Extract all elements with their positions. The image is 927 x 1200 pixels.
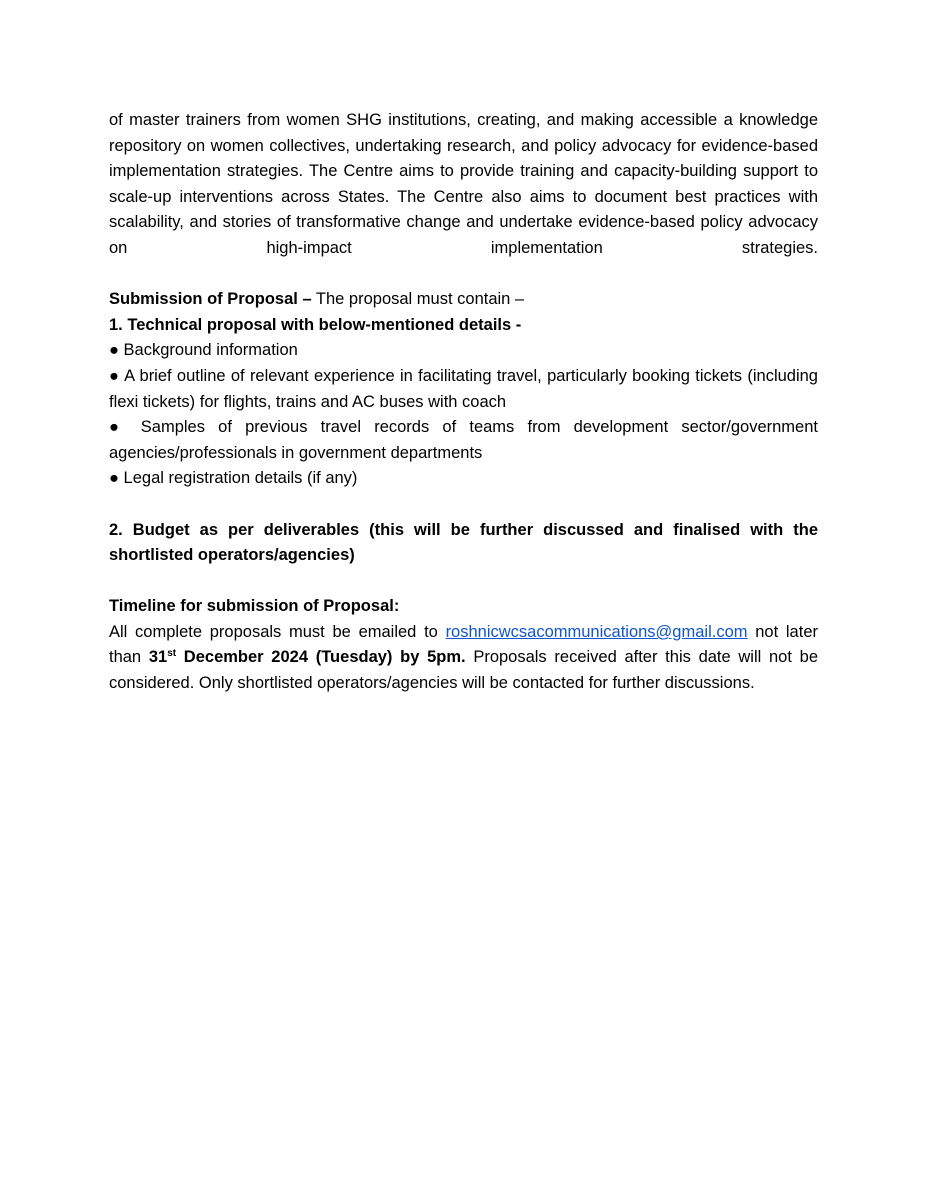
- spacer: [109, 569, 818, 595]
- bullet-relevant-experience: ● A brief outline of relevant experience in facilitating travel, particularly booking tickets (including flexi tickets) for flights, trains and AC buses with coach: [109, 366, 818, 411]
- spacer: [109, 492, 818, 518]
- submission-heading: Submission of Proposal –: [109, 290, 312, 309]
- timeline-text-before-email: All complete proposals must be emailed to: [109, 622, 446, 641]
- deadline: [149, 648, 466, 666]
- timeline-text-after-email: not later than: [109, 622, 818, 667]
- intro-paragraph: of master trainers from women SHG institutions, creating, and making accessible a knowledge repository on women collectives, undertaking research, and policy advocacy for evidence-based implementation strategies. The Centre aims to provide training and capacity-building support to scale-up interventions across States. The Centre also aims to document best practices with scalability, and stories of transformative change and undertake evidence-based policy advocacy on high-impact implementation strategies.: [109, 111, 818, 257]
- deadline-ordinal-suffix: st: [167, 648, 177, 660]
- submission-heading-suffix: The proposal must contain –: [311, 290, 525, 309]
- deadline-day: 31: [148, 648, 168, 667]
- budget-heading: 2. Budget as per deliverables (this will be further discussed and finalised with the shortlisted operators/agencies): [109, 520, 818, 565]
- bullet-background-information: ● Background information: [109, 341, 298, 360]
- email-link[interactable]: roshnicwcsacommunications@gmail.com: [445, 622, 748, 641]
- document-page: [109, 108, 818, 697]
- timeline-heading: Timeline for submission of Proposal:: [109, 597, 400, 616]
- bullet-travel-records: ● Samples of previous travel records of teams from development sector/government agencies/professionals in government departments: [109, 418, 818, 462]
- timeline-paragraph: [109, 620, 818, 697]
- submission-line: [109, 287, 818, 313]
- timeline-closing-text: Proposals received after this date will not be considered. Only shortlisted operators/agencies will be contacted for further discussions.: [109, 648, 819, 693]
- spacer: [109, 262, 818, 288]
- technical-proposal-heading: 1. Technical proposal with below-mentioned details -: [109, 315, 522, 334]
- bullet-legal-registration: ● Legal registration details (if any): [109, 469, 358, 488]
- deadline-date-time: December 2024 (Tuesday) by 5pm.: [176, 648, 466, 667]
